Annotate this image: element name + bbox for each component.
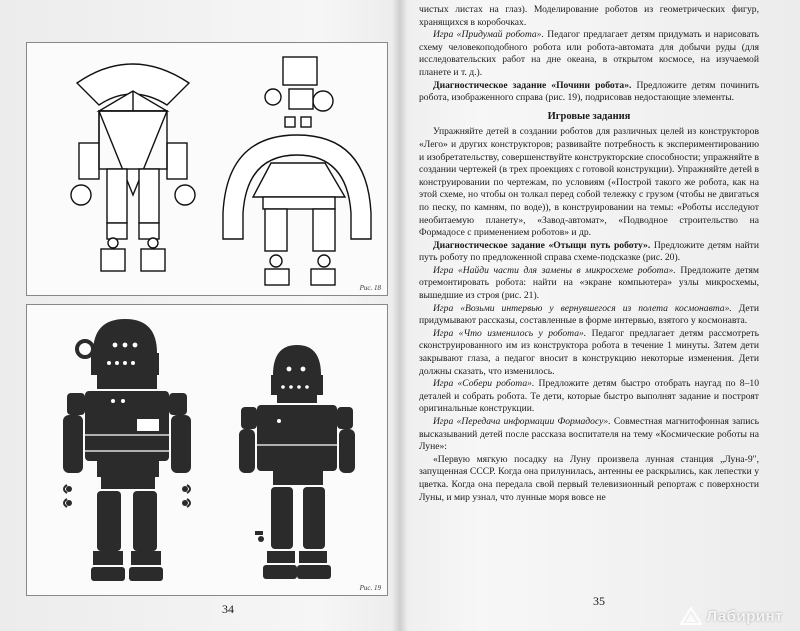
robot1-leg-left [107, 223, 127, 239]
geometric-robots-drawing [27, 43, 389, 297]
robotA-arm-right [171, 415, 191, 473]
page-number-left: 34 [222, 602, 234, 616]
robotB-leg-right [303, 487, 325, 549]
paragraph-1: чистых листах на глаз). Моделирование роботов из геометрических фигур, хранящихся в коробочках. [419, 4, 759, 28]
robotB-head [273, 345, 321, 375]
paragraph-7: Игра «Возьми интервью у вернувшегося из полета космонавта». Дети придумывают рассказы, составленные в форме интервью, взятого у космонавта. [419, 302, 759, 327]
page-number-right: 35 [593, 594, 605, 608]
task-title-find-path: Диагностическое задание «Отыщи путь роботу». [433, 239, 651, 251]
left-page [8, 8, 392, 628]
watermark-text: Лабиринт [706, 607, 783, 625]
paragraph-3: Диагностическое задание «Почини робота». Предложите детям починить робота, изображенного справа (рис. 19), подрисовав недостающие элементы. [419, 79, 759, 104]
task-title-fix-robot: Диагностическое задание «Почини робота». [433, 79, 632, 91]
robot2-body [253, 163, 345, 197]
paragraph-2: Игра «Придумай робота». Педагог предлагает детям придумать и нарисовать схему человекоподобного робота или робота-автомата для добычи руды (для исследовательских работ на дне океана, в открытом космосе, на изучаемой планете и т. д.). [419, 29, 759, 78]
figure-18 [26, 42, 388, 296]
watermark [680, 607, 783, 625]
game-title-interview: Игра «Возьми интервью у вернувшегося из полета космонавта». [433, 302, 732, 314]
paragraph-9: Игра «Собери робота». Предложите детям быстро отобрать наугад по 8–10 деталей и собрать робота. Те дети, которые быстро выполнят задание и построят оригинальные конструкции. [419, 378, 759, 415]
robot2-leg-right [313, 209, 335, 251]
robot2-leg-left [265, 209, 287, 251]
paragraph-4: Упражняйте детей в создании роботов для различных целей из конструкторов «Лего» и других конструкторов; развивайте потребность к экспериментированию и изобретательству, совершенствуйте конструкторские способности; упражняйте в создании чертежей (в трех проекциях с готовой конструкции). Упражняйте детей в конструировании по чертежам, по условиям («Построй такого же робота, как на этой схеме, но чтобы он толкал перед собой тележку с грузом (чтобы не двигаться по песку, по камням, по воде)), в конструировании на темы: «Роботы исследуют необитаемую планету», «Завод-автомат», «Подводное строительство на Формадосе с применением роботов» и др. [419, 126, 759, 239]
paragraph-8: Игра «Что изменилось у робота». Педагог предлагает детям рассмотреть сконструированного им из конструктора робота в течение 1 минуты. Затем дети закрывают глаза, а педагог вносит в конструкцию некоторые изменения. Дети должны сказать, что изменилось. [419, 327, 759, 377]
robot1-leg-right [139, 223, 159, 239]
fig18-label: Рис. 18 [359, 284, 381, 292]
robot1-hand-left [71, 185, 91, 205]
game-title-invent-robot: Игра «Придумай робота». [433, 29, 544, 41]
paragraph-10: Игра «Передача информации Формадосу». Совместная магнитофонная запись высказываний детей после рассказа воспитателя на тему «Космические роботы на Луне»: [419, 416, 759, 453]
robotA-leg-left [97, 491, 121, 551]
paragraph-5: Диагностическое задание «Отыщи путь роботу». Предложите детям найти путь роботу по предложенной справа схеме-подсказке (рис. 20). [419, 239, 759, 264]
robotB-torso [257, 405, 337, 471]
robot1-foot-left [101, 249, 125, 271]
text-column [419, 4, 759, 504]
robotA-arm-left [63, 415, 83, 473]
robot1-foot-right [141, 249, 165, 271]
robot1-shoulder-left [79, 143, 99, 179]
game-title-transmit-info: Игра «Передача информации Формадосу». [433, 416, 611, 427]
section-heading: Игровые задания [547, 110, 631, 122]
robotA-head [93, 319, 157, 353]
paragraph-6: Игра «Найди части для замены в микросхеме робота». Предложите детям отремонтировать робота: найти на «экране компьютера» узлы микросхемы, вышедшие из строя (рис. 21). [419, 264, 759, 302]
game-title-what-changed: Игра «Что изменилось у робота». [433, 327, 587, 339]
robot2-head [283, 57, 317, 85]
labyrinth-logo-icon [680, 607, 702, 625]
robotB-leg-left [271, 487, 293, 549]
robotA-leg-right [133, 491, 157, 551]
figure-19 [26, 304, 388, 596]
game-title-find-parts: Игра «Найди части для замены в микросхеме робота». [433, 264, 676, 276]
right-page [405, 0, 795, 631]
paragraph-11: «Первую мягкую посадку на Луну произвела лунная станция „Луна-9", запущенная СССР. Когда она прилунилась, антенны ее раскрылись, как лепестки у цветка. Когда она передала свой первый телевизионный репортаж с поверхности Луны, и мир узнал, что лунные моря вовсе не [419, 453, 759, 503]
robot1-hand-right [175, 185, 195, 205]
fig19-label: Рис. 19 [359, 584, 381, 592]
silhouette-robots-drawing [27, 305, 389, 597]
robot1-shoulder-right [167, 143, 187, 179]
game-title-build-robot: Игра «Собери робота». [433, 378, 535, 390]
